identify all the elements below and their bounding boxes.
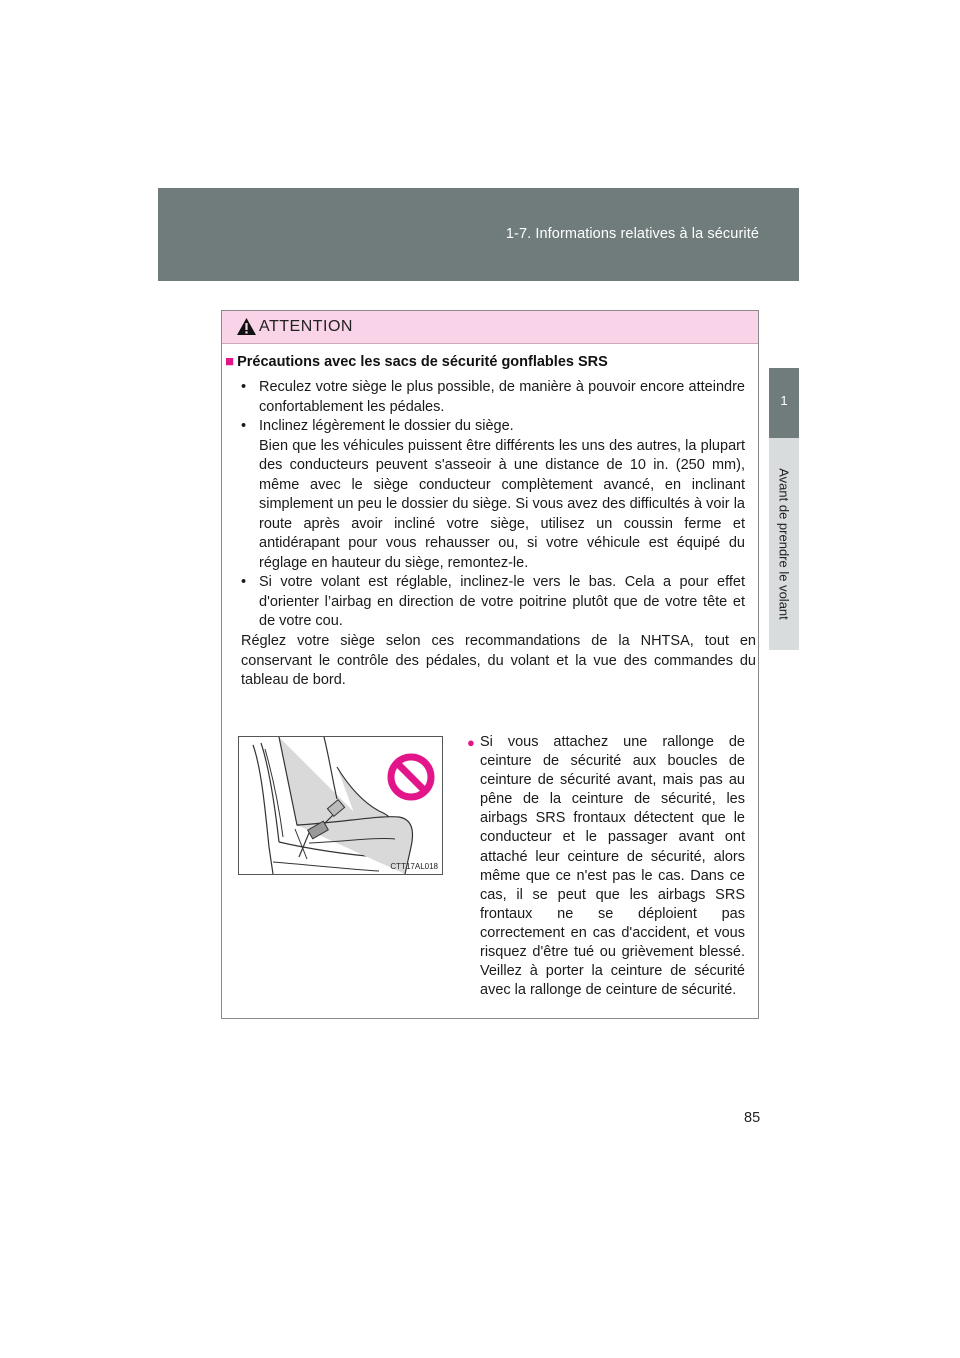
list-item-detail: Bien que les véhicules puissent être différents les uns des autres, la plupart des conducteurs peuvent s'asseoir à une distance de 10 in. (250 mm), même avec le siège conducteur complètement avancé, en inclinant simplement un peu le dossier du siège. Si vous avez des difficultés à voir la route après avoir incliné votre siège, utilisez un coussin ferme et antidérapant pour vous rehausser ou, si votre véhicule est équipé du réglage en hauteur du siège, remontez-le.	[259, 437, 745, 571]
list-item	[241, 378, 745, 417]
extender-note	[467, 733, 745, 1000]
chapter-label-tab	[769, 438, 799, 650]
header-band	[158, 188, 799, 281]
seated-person-drawing	[239, 737, 442, 874]
precaution-list	[241, 378, 745, 632]
section-heading	[225, 353, 608, 370]
square-bullet-icon: ■	[225, 353, 235, 370]
warning-title: ATTENTION	[259, 318, 353, 335]
chapter-number: 1	[780, 393, 788, 408]
list-item-text: Reculez votre siège le plus possible, de manière à pouvoir encore atteindre confortablement les pédales.	[259, 379, 745, 415]
list-item	[241, 417, 745, 573]
bullet-dot-icon: •	[241, 418, 247, 434]
list-item	[241, 573, 745, 632]
note-text: Si vous attachez une rallonge de ceinture de sécurité aux boucles de ceinture de sécurité avant, mais pas au pêne de la ceinture de sécurité, les airbags SRS frontaux détectent que le conducteur et le passager avant ont attaché leur ceinture de sécurité, alors même que ce n'est pas le cas. Dans ce cas, il se peut que les airbags SRS frontaux ne se déploient pas correctement en cas d'accident, et vous risquez d'être tué ou grièvement blessé. Veillez à porter la ceinture de sécurité avec la rallonge de ceinture de sécurité.	[480, 734, 745, 999]
recommendation-text: Réglez votre siège selon ces recommandations de la NHTSA, tout en conservant le contrôle des pédales, du volant et la vue des commandes du tableau de bord.	[241, 633, 756, 688]
warning-box	[221, 310, 759, 1019]
bullet-dot-icon: •	[241, 379, 247, 395]
warning-triangle-icon	[236, 317, 257, 336]
list-item-text: Si votre volant est réglable, inclinez-le vers le bas. Cela a pour effet d'orienter l’airbag en direction de votre poitrine plutôt que de votre tête et de votre cou.	[259, 574, 745, 629]
heading-text: Précautions avec les sacs de sécurité gonflables SRS	[237, 354, 608, 370]
circle-bullet-icon: ●	[467, 735, 475, 750]
page-number: 85	[744, 1110, 761, 1126]
list-item-text: Inclinez légèrement le dossier du siège.	[259, 418, 514, 434]
chapter-label: Avant de prendre le volant	[776, 468, 792, 620]
image-code: CTT17AL018	[390, 862, 438, 871]
warning-header	[222, 311, 758, 344]
bullet-dot-icon: •	[241, 574, 247, 590]
chapter-tab	[769, 368, 799, 438]
section-title: 1-7. Informations relatives à la sécurité	[505, 226, 759, 242]
warning-content	[222, 343, 758, 1018]
seatbelt-illustration	[238, 736, 443, 875]
